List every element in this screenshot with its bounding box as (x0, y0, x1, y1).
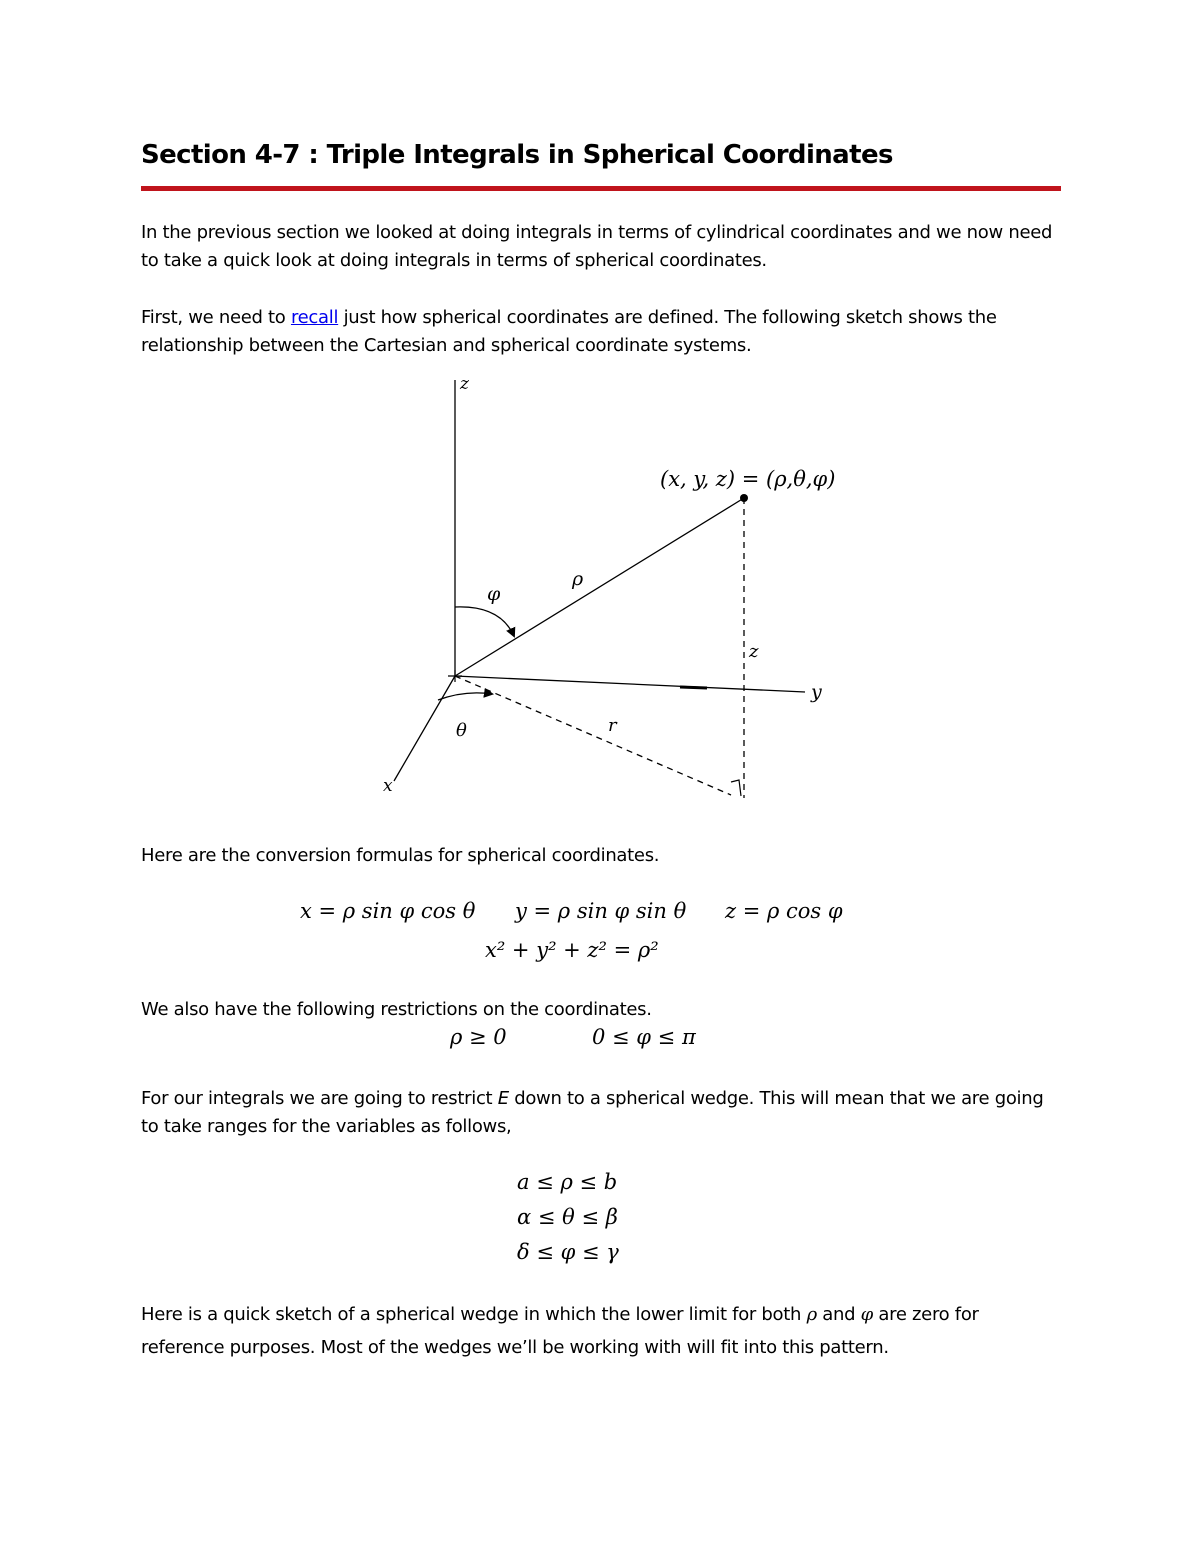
sketch-mid: and (816, 1304, 861, 1325)
theta-arc-arrow (438, 693, 492, 700)
formula-x: x = ρ sin φ cos θ (300, 899, 476, 923)
sketch-suffix: are zero for (872, 1304, 979, 1325)
wedge-suffix: down to a spherical wedge. This will mean that we are going (508, 1088, 1044, 1109)
range-phi: δ ≤ φ ≤ γ (517, 1240, 619, 1264)
x-axis-label: x (383, 776, 393, 796)
z-height-label: z (749, 641, 759, 662)
r-label: r (608, 715, 617, 736)
recall-suffix: just how spherical coordinates are defined. The following sketch shows the (338, 307, 997, 328)
y-axis-line (455, 676, 805, 692)
recall-prefix: First, we need to (141, 307, 291, 328)
section-title: Section 4-7 : Triple Integrals in Spherical Coordinates (141, 140, 893, 170)
intro-line-1: In the previous section we looked at doing integrals in terms of cylindrical coordinates and we now need (141, 222, 1053, 243)
conversion-intro: Here are the conversion formulas for spherical coordinates. (141, 845, 660, 866)
restrictions-intro: We also have the following restrictions on the coordinates. (141, 999, 652, 1020)
r-projection-line (455, 676, 731, 795)
restriction-rho: ρ ≥ 0 (450, 1025, 507, 1049)
title-underline (141, 186, 1061, 191)
point-dot (740, 494, 748, 502)
origin-marker (448, 670, 462, 682)
wedge-paragraph (141, 1085, 1066, 1141)
phi-label: φ (487, 583, 501, 605)
wedge-prefix: For our integrals we are going to restrict (141, 1088, 498, 1109)
restriction-phi: 0 ≤ φ ≤ π (592, 1025, 696, 1049)
y-axis-mark (680, 687, 707, 688)
sketch-paragraph (141, 1298, 1066, 1364)
rho-label: ρ (572, 568, 584, 590)
x-axis-line (394, 676, 455, 781)
recall-line-2: relationship between the Cartesian and spherical coordinate systems. (141, 335, 752, 356)
formula-z: z = ρ cos φ (725, 899, 843, 923)
recall-line-1 (141, 304, 1066, 332)
formula-y: y = ρ sin φ sin θ (515, 899, 687, 923)
point-label: (x, y, z) = (ρ,θ,φ) (660, 467, 836, 491)
wedge-line-1 (141, 1085, 1066, 1113)
range-theta: α ≤ θ ≤ β (517, 1205, 618, 1229)
z-axis-label: z (460, 374, 469, 394)
phi-arc-arrow (455, 607, 514, 636)
formula-sum: x² + y² + z² = ρ² (485, 938, 659, 962)
recall-link[interactable]: recall (290, 307, 339, 328)
sketch-phi: φ (860, 1304, 873, 1325)
theta-label: θ (456, 720, 467, 741)
sketch-line-1 (141, 1298, 1066, 1331)
y-axis-label: y (811, 681, 822, 703)
sketch-line-2: reference purposes. Most of the wedges we’ll be working with will fit into this pattern. (141, 1337, 889, 1358)
right-angle-marker (731, 780, 741, 796)
intro-line-2: to take a quick look at doing integrals in terms of spherical coordinates. (141, 250, 767, 271)
spherical-coordinates-figure (370, 370, 860, 810)
sketch-rho: ρ (806, 1304, 817, 1325)
recall-paragraph (141, 304, 1066, 360)
region-E: E (497, 1088, 509, 1109)
range-rho: a ≤ ρ ≤ b (517, 1170, 618, 1194)
intro-paragraph (141, 219, 1066, 275)
sketch-prefix: Here is a quick sketch of a spherical wedge in which the lower limit for both (141, 1304, 807, 1325)
wedge-line-2: to take ranges for the variables as follows, (141, 1116, 512, 1137)
